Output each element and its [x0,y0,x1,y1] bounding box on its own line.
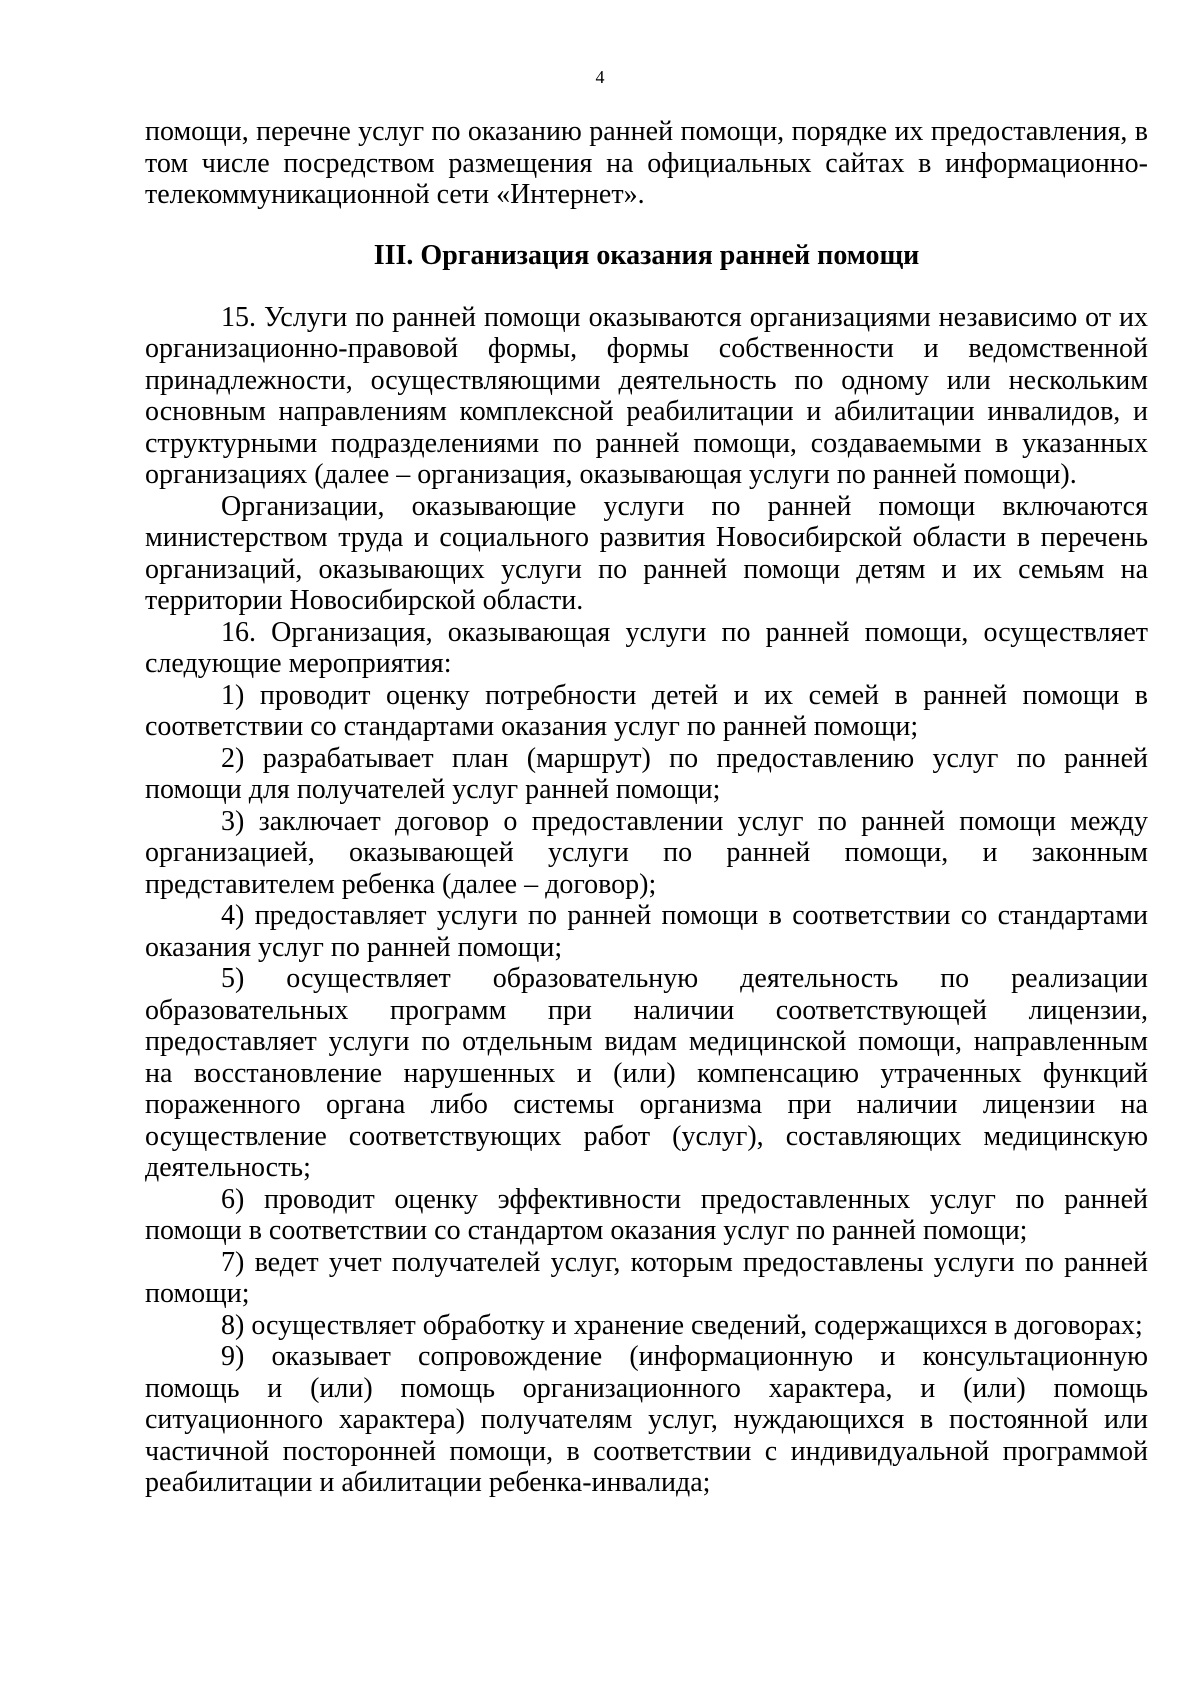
paragraph-15: 15. Услуги по ранней помощи оказываются организациями независимо от их организационно-правовой формы, формы собственности и ведомственной принадлежности, осуществляющими деятельность по одному или нескольким основным направлениям комплексной реабилитации и абилитации инвалидов, и структурными подразделениями по ранней помощи, создаваемыми в указанных организациях (далее – организация, оказывающая услуги по ранней помощи). [145,301,1148,490]
list-item-8: 8) осуществляет обработку и хранение сведений, содержащихся в договорах; [221,1309,1143,1341]
paragraph-16: 16. Организация, оказывающая услуги по ранней помощи, осуществляет следующие мероприятия: [145,616,1148,679]
list-item-1: 1) проводит оценку потребности детей и их семей в ранней помощи в соответствии со стандартами оказания услуг по ранней помощи; [145,679,1148,742]
paragraph-organizations-list: Организации, оказывающие услуги по ранней помощи включаются министерством труда и социального развития Новосибирской области в перечень организаций, оказывающих услуги по ранней помощи детям и их семьям на территории Новосибирской области. [145,490,1148,616]
list-item-5: 5) осуществляет образовательную деятельность по реализации образовательных программ при наличии соответствующей лицензии, предоставляет услуги по отдельным видам медицинской помощи, направленным на восстановление нарушенных и (или) компенсацию утраченных функций пораженного органа либо системы организма при наличии лицензии на осуществление соответствующих работ (услуг), составляющих медицинскую деятельность; [145,963,1148,1183]
document-body [145,116,1148,1499]
list-item-4: 4) предоставляет услуги по ранней помощи в соответствии со стандартами оказания услуг по ранней помощи; [145,900,1148,963]
list-item-9: 9) оказывает сопровождение (информационную и консультационную помощь и (или) помощь организационного характера, и (или) помощь ситуационного характера) получателям услуг, нуждающихся в постоянной или частичной посторонней помощи, в соответствии с индивидуальной программой реабилитации и абилитации ребенка-инвалида; [145,1341,1148,1498]
list-item-7: 7) ведет учет получателей услуг, которым предоставлены услуги по ранней помощи; [145,1246,1148,1309]
page-number: 4 [595,67,605,87]
list-item-6: 6) проводит оценку эффективности предоставленных услуг по ранней помощи в соответствии со стандартом оказания услуг по ранней помощи; [145,1183,1148,1246]
intro-paragraph: помощи, перечне услуг по оказанию ранней помощи, порядке их предоставления, в том числе посредством размещения на официальных сайтах в информационно-телекоммуникационной сети «Интернет». [145,116,1148,210]
list-item-2: 2) разрабатывает план (маршрут) по предоставлению услуг по ранней помощи для получателей услуг ранней помощи; [145,742,1148,805]
list-item-3: 3) заключает договор о предоставлении услуг по ранней помощи между организацией, оказывающей услуги по ранней помощи, и законным представителем ребенка (далее – договор); [145,805,1148,900]
section-title: III. Организация оказания ранней помощи [373,239,920,271]
